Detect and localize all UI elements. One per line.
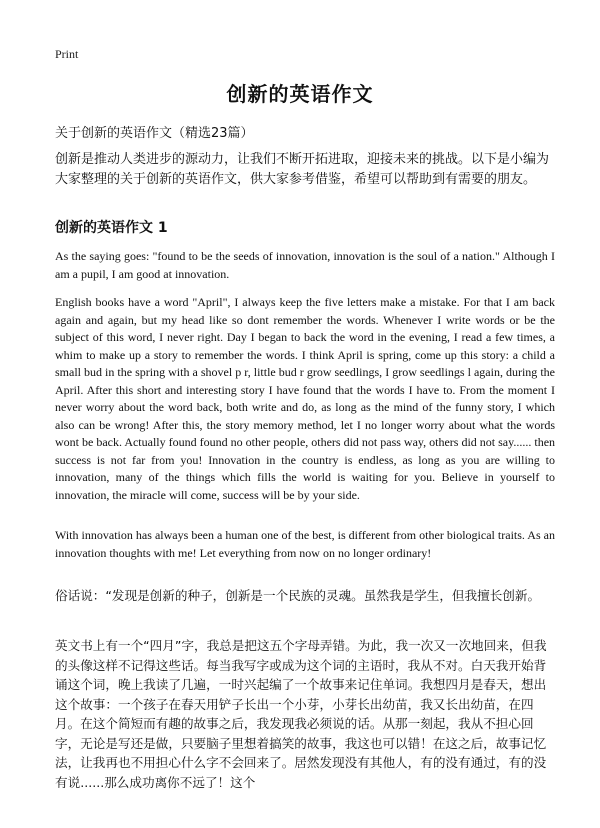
- subtitle: 关于创新的英语作文（精选23篇）: [55, 126, 254, 141]
- english-paragraph-2: English books have a word "April", I always keep the five letters make a mistake. For that I am back again and again, but my head like so dont remember the words. Whenever I write words or be the subject of this word, I never right. Day I began to back the word in the evening, I read a few times, a whim to make up a story to remember the words. I think April is spring, come up this story: a child a small bud in the spring with a shovel p r, little bud r grow seedlings, I grow seedlings l again, during the April. After this short and interesting story I have found that the words I have to. From the moment I never worry about the word back, both write and do, as long as the mind of the funny story, I which also can be wrong! After this, the story memory method, let I no longer worry about what the words wont be back. Actually found found no other people, others did not pass way, others did not say...... then success is not far from you! Innovation in the country is endless, as long as you are willing to innovation, many of the things which fills the world is waiting for you. Believe in yourself to innovation, the miracle will come, success will be by your side.: [55, 295, 556, 502]
- page-title: 创新的英语作文: [226, 82, 374, 106]
- english-paragraph-1: As the saying goes: "found to be the seeds of innovation, innovation is the soul of a nation." Although I am a pupil, I am good at innovation.: [55, 249, 555, 281]
- english-paragraph-3: With innovation has always been a human one of the best, is different from other biological traits. As an innovation thoughts with me! Let everything from now on no longer ordinary!: [55, 528, 555, 560]
- chinese-paragraph-1: 俗话说：“发现是创新的种子，创新是一个民族的灵魂。虽然我是学生，但我擅长创新。: [55, 588, 541, 603]
- print-link[interactable]: Print: [55, 47, 79, 61]
- section-heading: 创新的英语作文 1: [55, 220, 168, 236]
- intro-paragraph: 创新是推动人类进步的源动力，让我们不断开拓进取，迎接未来的挑战。以下是小编为大家整理的关于创新的英语作文，供大家参考借鉴，希望可以帮助到有需要的朋友。: [55, 152, 550, 187]
- chinese-paragraph-2: 英文书上有一个“四月”字，我总是把这五个字母弄错。为此，我一次又一次地回来，但我的头像这样不记得这些话。每当我写字或成为这个词的主语时，我从不对。白天我开始背诵这个词，晚上我读了几遍，一时兴起编了一个故事来记住单词。我想四月是春天，想出这个故事：一个孩子在春天用铲子长出一个小芽，小芽长出幼苗，我又长出幼苗，在四月。在这个简短而有趣的故事之后，我发现我必须说的话。从那一刻起，我从不担心回字，无论是写还是做，只要脑子里想着搞笑的故事，我这也可以错！在这之后，故事记忆法，让我再也不用担心什么字不会回来了。居然发现没有其他人，有的没有通过，有的没有说......那么成功离你不远了！这个: [55, 638, 547, 790]
